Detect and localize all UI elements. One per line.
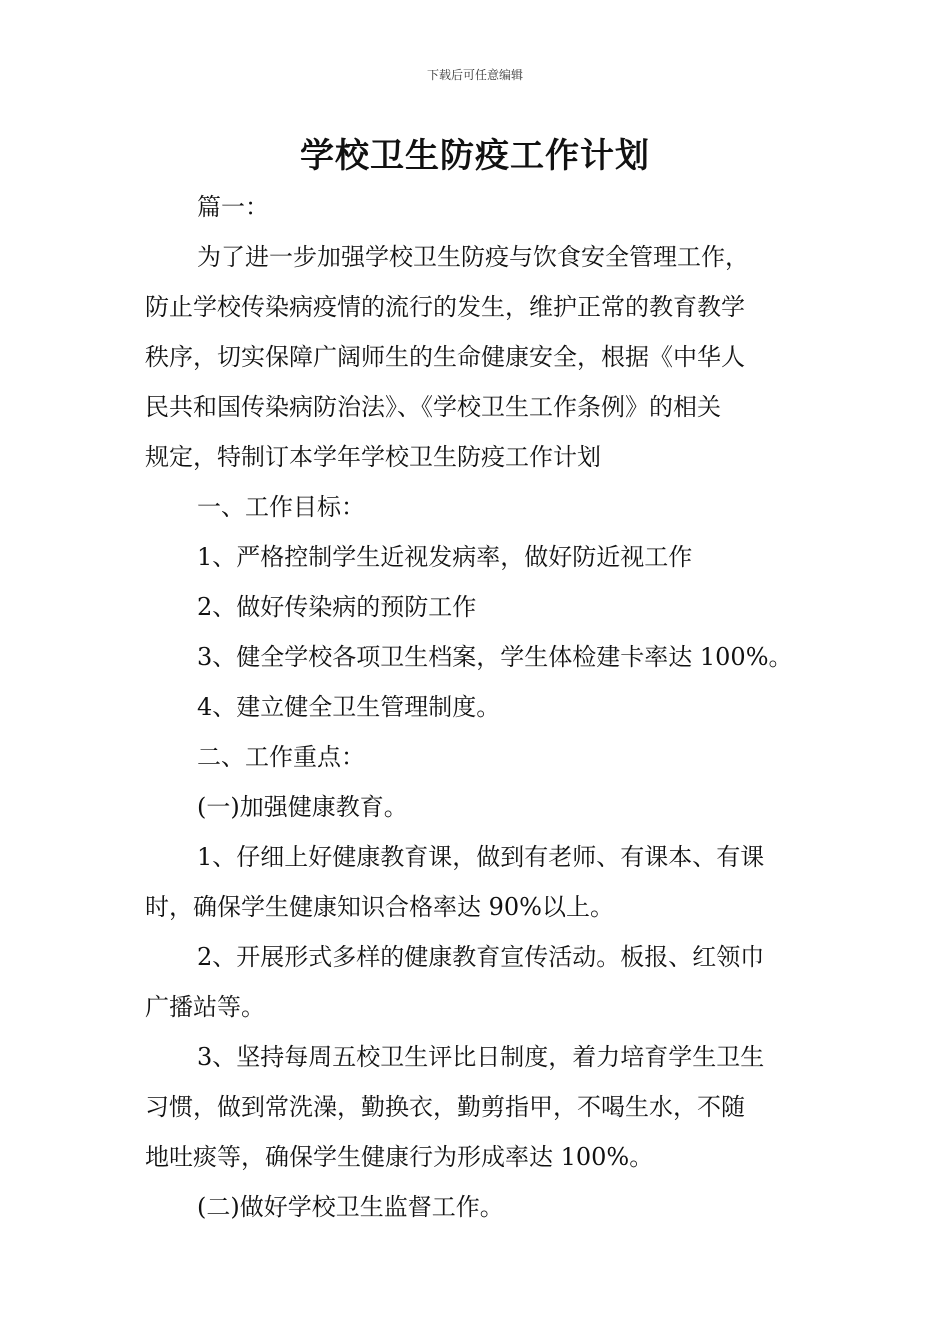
text-line: 时，确保学生健康知识合格率达 90%以上。: [145, 893, 614, 921]
text-line: 4、建立健全卫生管理制度。: [197, 693, 501, 721]
text-line: 广播站等。: [145, 993, 265, 1021]
text-line: 规定，特制订本学年学校卫生防疫工作计划: [145, 443, 601, 471]
text-line: 一、工作目标：: [197, 493, 365, 521]
text-line: 习惯，做到常洗澡，勤换衣，勤剪指甲，不喝生水，不随: [145, 1093, 745, 1121]
text-line: 民共和国传染病防治法》、《学校卫生工作条例》的相关: [145, 393, 721, 421]
text-line: 2、做好传染病的预防工作: [197, 593, 477, 621]
text-line: 篇一：: [197, 193, 269, 221]
text-line: 地吐痰等，确保学生健康行为形成率达 100%。: [145, 1143, 654, 1171]
document-body: [145, 182, 810, 1232]
header-note: 下载后可任意编辑: [426, 68, 523, 82]
text-line: 2、开展形式多样的健康教育宣传活动。板报、红领巾: [197, 943, 765, 971]
document-title: 学校卫生防疫工作计划: [300, 136, 650, 176]
text-line: 1、严格控制学生近视发病率，做好防近视工作: [197, 543, 693, 571]
text-line: 二、工作重点：: [197, 743, 365, 771]
text-line: (一)加强健康教育。: [197, 793, 408, 821]
text-line: 3、健全学校各项卫生档案，学生体检建卡率达 100%。: [197, 643, 793, 671]
text-line: 1、仔细上好健康教育课，做到有老师、有课本、有课: [197, 843, 765, 871]
text-line: 3、坚持每周五校卫生评比日制度，着力培育学生卫生: [197, 1043, 765, 1071]
text-line: 为了进一步加强学校卫生防疫与饮食安全管理工作，: [197, 243, 749, 271]
text-line: 防止学校传染病疫情的流行的发生，维护正常的教育教学: [145, 293, 745, 321]
text-line: (二)做好学校卫生监督工作。: [197, 1193, 504, 1221]
text-line: 秩序，切实保障广阔师生的生命健康安全，根据《中华人: [145, 343, 745, 371]
